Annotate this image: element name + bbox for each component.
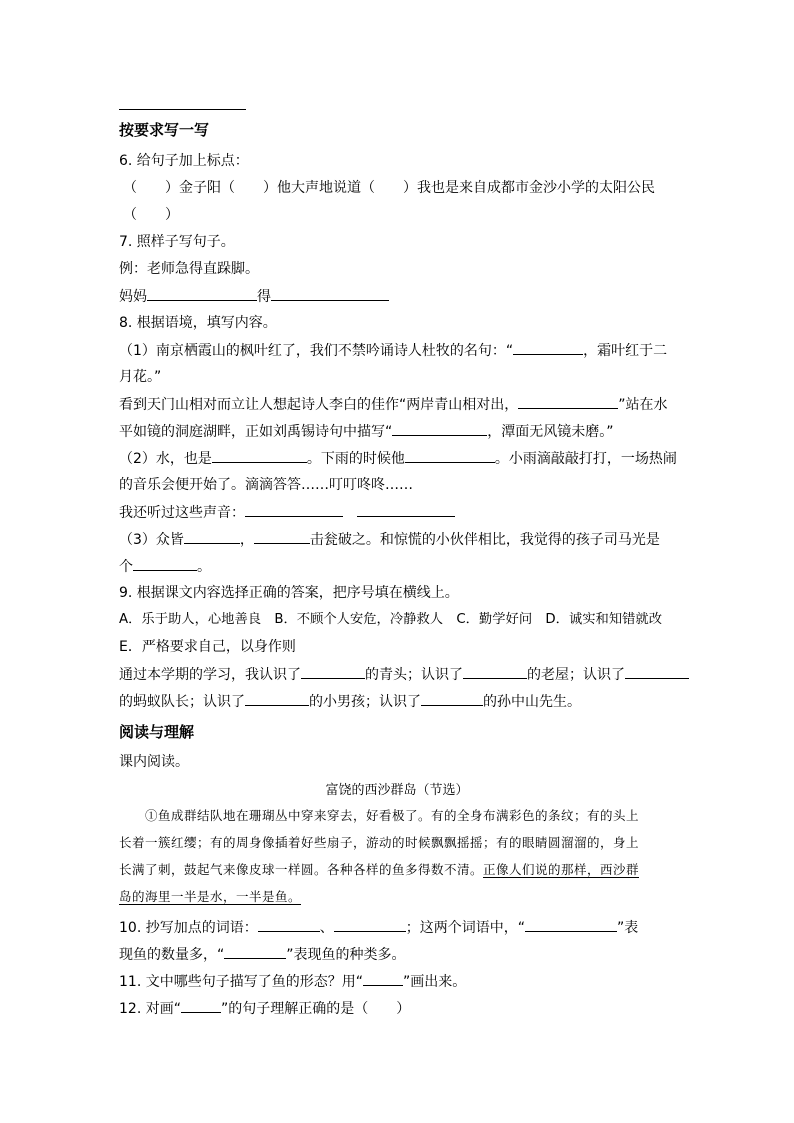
q8-p8b: 。 xyxy=(197,559,211,575)
q8-line-1 xyxy=(119,340,667,361)
q9-l2c: 的孙中山先生。 xyxy=(483,694,581,710)
q8-blank-4[interactable] xyxy=(212,448,307,463)
q10-a: 10. 抄写加点的词语： xyxy=(119,920,258,936)
q9-l2b: 的小男孩；认识了 xyxy=(309,694,421,710)
q8-p3b: ，潭面无风镜未磨。” xyxy=(487,424,614,440)
q8-blank-9[interactable] xyxy=(254,529,310,544)
q9-blank-3[interactable] xyxy=(625,664,689,679)
q8-line-4 xyxy=(119,421,614,442)
passage-title: 富饶的西沙群岛（节选） xyxy=(325,783,469,798)
q8-line-6: 的音乐会便开始了。滴滴答答……叮叮咚咚…… xyxy=(119,477,413,493)
passage-line-4 xyxy=(119,887,301,907)
q9-l1c: 的老屋；认识了 xyxy=(527,667,625,683)
q6-line1: （ ）金子阳（ ）他大声地说道（ ）我也是来自成都市金沙小学的太阳公民 xyxy=(123,180,655,196)
q7-blank-1[interactable] xyxy=(147,286,257,301)
q12-line xyxy=(119,998,410,1019)
reading-intro: 课内阅读。 xyxy=(119,754,189,770)
q10-line-2 xyxy=(119,944,406,965)
q8-blank-5[interactable] xyxy=(405,448,495,463)
q8-line-2: 月花。” xyxy=(119,369,162,385)
q10-d: ”表 xyxy=(616,920,639,936)
section-title-reading: 阅读与理解 xyxy=(119,723,195,741)
q9-line-2 xyxy=(119,691,581,712)
q8-line-3 xyxy=(119,394,668,415)
q8-p4c: 。小雨滴敲敲打打，一场热闹 xyxy=(494,451,677,467)
q8-p1b: ，霜叶红于二 xyxy=(583,343,668,359)
q8-p7a: （3）众皆 xyxy=(119,532,184,548)
q10-blank-4[interactable] xyxy=(224,944,286,959)
q7-example: 例：老师急得直跺脚。 xyxy=(119,261,259,277)
q8-blank-7[interactable] xyxy=(357,502,455,517)
q11-underline-sample xyxy=(363,971,403,986)
header-rule xyxy=(119,109,246,110)
q10-b: 、 xyxy=(319,920,334,936)
q9-l1b: 的青头；认识了 xyxy=(365,667,463,683)
q10-blank-2[interactable] xyxy=(334,917,406,932)
q6-stem: 6. 给句子加上标点： xyxy=(119,153,249,169)
q12-underline-sample xyxy=(181,998,221,1013)
q11-b: ”画出来。 xyxy=(402,974,467,990)
q7-text-b: 得 xyxy=(257,289,271,305)
q8-line-8 xyxy=(119,529,660,550)
passage-underlined-sentence-2: 岛的海里一半是水，一半是鱼。 xyxy=(119,889,302,904)
q8-p8a: 个 xyxy=(119,559,133,575)
q8-blank-6[interactable] xyxy=(245,502,343,517)
q8-line-9 xyxy=(119,556,211,577)
q12-b: ”的句子理解正确的是（ ） xyxy=(220,1001,411,1017)
q11-line xyxy=(119,971,466,992)
q8-p6: 我还听过这些声音： xyxy=(119,505,245,521)
q8-p4a: （2）水，也是 xyxy=(119,451,212,467)
q10-e: 现鱼的数量多，“ xyxy=(119,947,225,963)
q9-options: A．乐于助人，心地善良 B．不顾个人安危，冷静救人 C．勤学好问 D．诚实和知错就改 xyxy=(119,612,663,627)
q7-blank-2[interactable] xyxy=(271,286,389,301)
q9-option-e: E．严格要求自己，以身作则 xyxy=(119,639,296,655)
q8-p3a: 平如镜的洞庭湖畔，正如刘禹锡诗句中描写“ xyxy=(119,424,393,440)
q12-a: 12. 对画“ xyxy=(119,1001,181,1017)
q10-f: ”表现鱼的种类多。 xyxy=(286,947,406,963)
q9-blank-5[interactable] xyxy=(421,691,483,706)
q10-c: ；这两个词语中，“ xyxy=(405,920,525,936)
passage-underlined-sentence-1: 正像人们说的那样，西沙群 xyxy=(483,862,640,877)
q8-blank-3[interactable] xyxy=(392,421,487,436)
q11-a: 11. 文中哪些句子描写了鱼的形态？用“ xyxy=(119,974,363,990)
q8-p2b: ”站在水 xyxy=(618,397,668,413)
q10-line-1 xyxy=(119,917,638,938)
q8-blank-10[interactable] xyxy=(133,556,197,571)
q8-blank-8[interactable] xyxy=(184,529,240,544)
q9-blank-4[interactable] xyxy=(245,691,309,706)
q8-p7b: ， xyxy=(239,532,254,548)
q7-text-a: 妈妈 xyxy=(119,289,147,305)
q7-answer-line xyxy=(119,286,389,307)
q9-blank-2[interactable] xyxy=(463,664,527,679)
q10-blank-3[interactable] xyxy=(525,917,617,932)
passage-l3a: 长满了刺，鼓起气来像皮球一样圆。各种各样的鱼多得数不清。 xyxy=(119,862,484,877)
q8-line-5 xyxy=(119,448,677,469)
q8-p7c: 击瓮破之。和惊慌的小伙伴相比，我觉得的孩子司马光是 xyxy=(309,532,660,548)
passage-line-1: ①鱼成群结队地在珊瑚丛中穿来穿去，好看极了。有的全身布满彩色的条纹；有的头上 xyxy=(119,808,640,823)
q9-blank-1[interactable] xyxy=(301,664,365,679)
passage-line-3 xyxy=(119,860,639,880)
q9-stem: 9. 根据课文内容选择正确的答案，把序号填在横线上。 xyxy=(119,585,459,601)
q6-line2: （ ） xyxy=(123,207,179,223)
q8-line-7 xyxy=(119,502,455,523)
q9-line-1 xyxy=(119,664,689,685)
q7-stem: 7. 照样子写句子。 xyxy=(119,234,235,250)
q9-l1a: 通过本学期的学习，我认识了 xyxy=(119,667,301,683)
q9-l2a: 的蚂蚁队长；认识了 xyxy=(119,694,245,710)
q8-blank-2[interactable] xyxy=(518,394,618,409)
q8-blank-1[interactable] xyxy=(513,340,583,355)
q8-p2a: 看到天门山相对而立让人想起诗人李白的佳作“两岸青山相对出， xyxy=(119,397,519,413)
q8-p4b: 。下雨的时候他 xyxy=(306,451,405,467)
q8-p1a: （1）南京栖霞山的枫叶红了，我们不禁吟诵诗人杜牧的名句：“ xyxy=(119,343,514,359)
section-title-write: 按要求写一写 xyxy=(119,121,210,139)
q8-stem: 8. 根据语境，填写内容。 xyxy=(119,315,277,331)
passage-line-2: 长着一簇红缨；有的周身像插着好些扇子，游动的时候飘飘摇摇；有的眼睛圆溜溜的，身上 xyxy=(119,835,640,850)
q10-blank-1[interactable] xyxy=(258,917,320,932)
